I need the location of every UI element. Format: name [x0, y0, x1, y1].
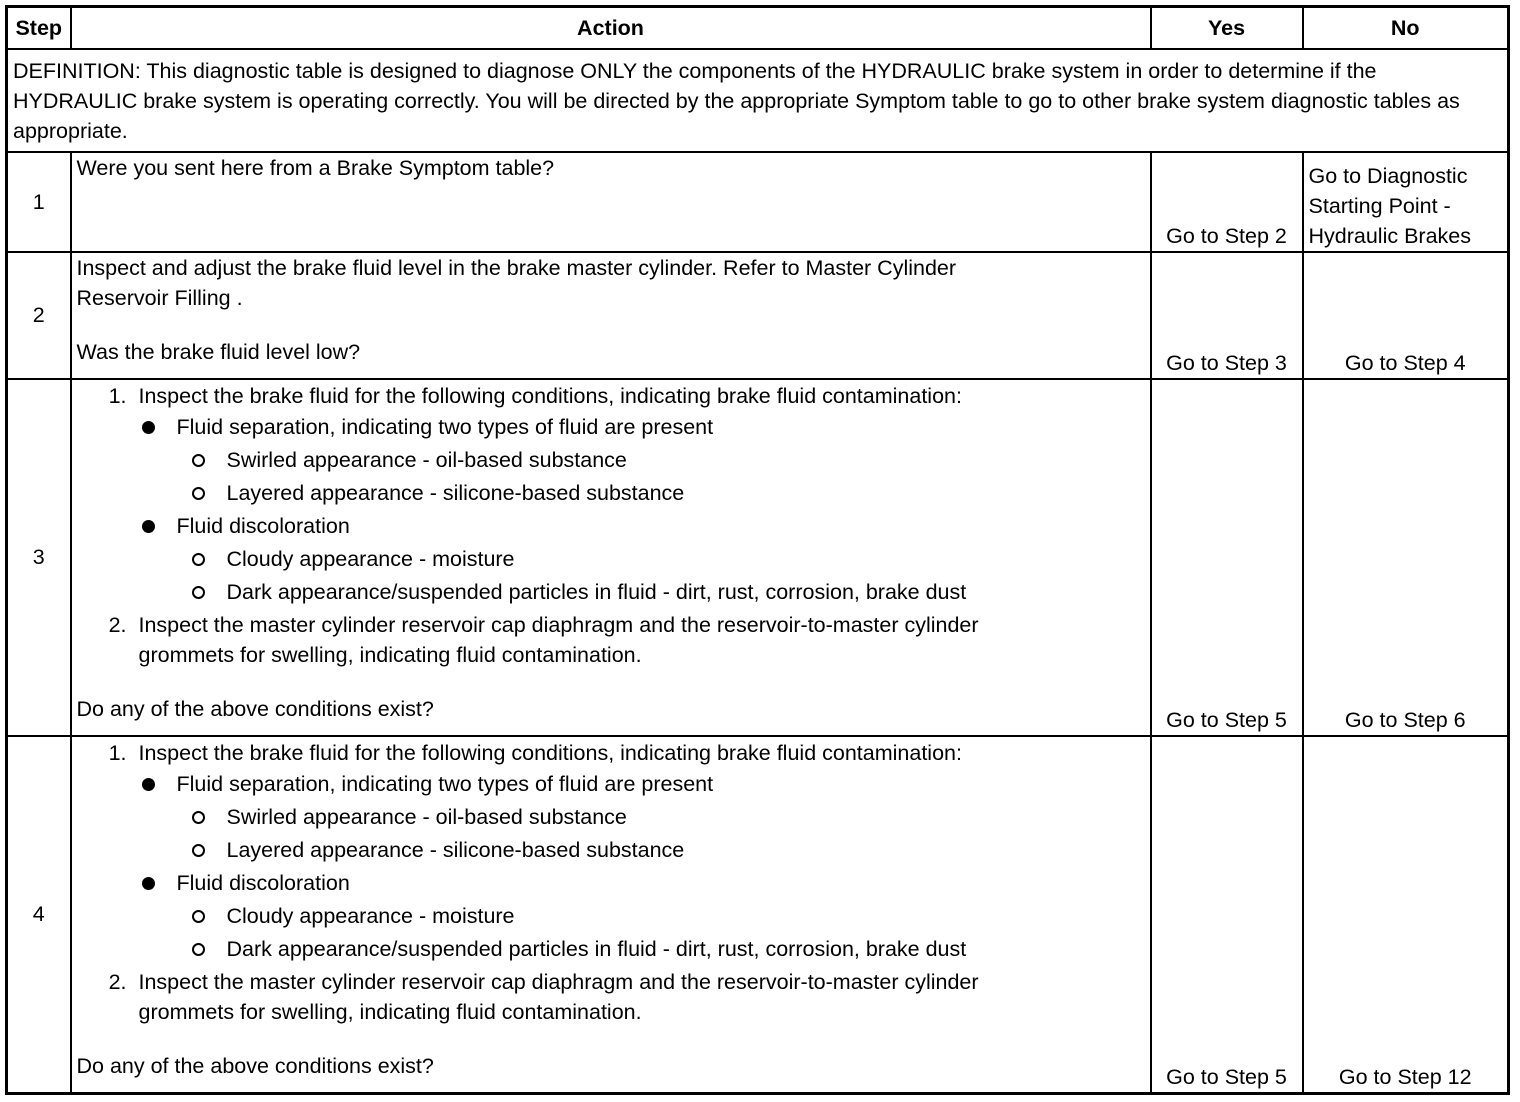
item-number: 2. — [108, 613, 127, 638]
question-text: Do any of the above conditions exist? — [76, 1054, 434, 1079]
item-text — [139, 967, 1145, 1027]
bullet-ring-icon — [192, 910, 205, 923]
bullet-text: Fluid separation, indicating two types of fluid are present — [176, 772, 714, 797]
bullet-dot-icon — [142, 520, 155, 533]
item-number: 1. — [108, 741, 127, 766]
yes-cell: Go to Step 3 — [1151, 252, 1303, 379]
bullet-text: Fluid discoloration — [176, 871, 350, 896]
no-cell: Go to Step 4 — [1303, 252, 1509, 379]
sub-bullet-item — [77, 543, 1145, 576]
no-line: Hydraulic Brakes — [1308, 224, 1471, 249]
bullet-ring-icon — [192, 586, 205, 599]
no-cell — [1303, 152, 1509, 253]
item-number: 2. — [108, 970, 127, 995]
sub-bullet-item — [77, 477, 1145, 510]
bullet-dot-icon — [142, 877, 155, 890]
bullet-ring-icon — [192, 811, 205, 824]
sub-bullet-item — [77, 444, 1145, 477]
sub-bullet-text: Dark appearance/suspended particles in fluid - dirt, rust, corrosion, brake dust — [226, 937, 967, 962]
bullet-ring-icon — [192, 844, 205, 857]
numbered-item — [77, 738, 1145, 768]
instruction-line: Reservoir Filling . — [76, 286, 243, 311]
item-text — [139, 610, 1145, 670]
sub-bullet-item — [77, 576, 1145, 609]
question-text: Was the brake fluid level low? — [76, 340, 361, 365]
bullet-text: Fluid separation, indicating two types of fluid are present — [176, 415, 714, 440]
sub-bullet-text: Swirled appearance - oil-based substance — [226, 448, 627, 473]
item-text: Inspect the brake fluid for the following conditions, indicating brake fluid contamination: — [138, 384, 962, 409]
question-text: Do any of the above conditions exist? — [76, 697, 434, 722]
bullet-text: Fluid discoloration — [176, 514, 350, 539]
header-no: No — [1303, 7, 1509, 50]
sub-bullet-item — [77, 834, 1145, 867]
table-row — [7, 152, 1509, 253]
bullet-dot-icon — [142, 421, 155, 434]
no-cell: Go to Step 6 — [1303, 379, 1509, 736]
bullet-item — [77, 768, 1145, 801]
action-cell — [71, 736, 1151, 1093]
yes-cell: Go to Step 5 — [1151, 736, 1303, 1093]
table-row — [7, 379, 1509, 736]
sub-bullet-text: Layered appearance - silicone-based substance — [226, 481, 685, 506]
bullet-ring-icon — [192, 487, 205, 500]
item-text-line: Inspect the master cylinder reservoir cap diaphragm and the reservoir-to-master cylinder — [138, 613, 979, 638]
sub-bullet-item — [77, 801, 1145, 834]
question-text: Were you sent here from a Brake Symptom table? — [76, 155, 555, 180]
bullet-item — [77, 510, 1145, 543]
definition-text: DEFINITION: This diagnostic table is designed to diagnose ONLY the components of the HYDRAULIC brake system in order to determine if the HYDRAULIC brake system is operating correctly. You will be directed by the appropriate Symptom table to go to other brake system diagnostic tables as appropriate. — [7, 49, 1509, 152]
step-number: 2 — [7, 252, 71, 379]
header-yes: Yes — [1151, 7, 1303, 50]
step-number: 4 — [7, 736, 71, 1093]
sub-bullet-text: Layered appearance - silicone-based substance — [226, 838, 685, 863]
action-cell — [71, 152, 1151, 253]
header-action: Action — [71, 7, 1151, 50]
item-text-line: Inspect the master cylinder reservoir cap diaphragm and the reservoir-to-master cylinder — [138, 970, 979, 995]
sub-bullet-text: Swirled appearance - oil-based substance — [226, 805, 627, 830]
numbered-item — [77, 967, 1145, 1027]
step-number: 1 — [7, 152, 71, 253]
numbered-item — [77, 381, 1145, 411]
table-row — [7, 252, 1509, 379]
bullet-item — [77, 867, 1145, 900]
sub-bullet-text: Cloudy appearance - moisture — [226, 547, 515, 572]
bullet-ring-icon — [192, 943, 205, 956]
header-step: Step — [7, 7, 71, 50]
item-text-line: grommets for swelling, indicating fluid contamination. — [138, 643, 642, 668]
table-row — [7, 736, 1509, 1093]
bullet-item — [77, 411, 1145, 444]
no-line: Go to Diagnostic — [1308, 164, 1468, 189]
bullet-ring-icon — [192, 553, 205, 566]
action-cell — [71, 379, 1151, 736]
instruction-line: Inspect and adjust the brake fluid level in the brake master cylinder. Refer to Master Cylinder — [76, 256, 957, 281]
diagnostic-table — [5, 5, 1510, 1095]
item-text: Inspect the brake fluid for the following conditions, indicating brake fluid contamination: — [138, 741, 962, 766]
sub-bullet-text: Cloudy appearance - moisture — [226, 904, 515, 929]
yes-cell: Go to Step 2 — [1151, 152, 1303, 253]
step-number: 3 — [7, 379, 71, 736]
sub-bullet-item — [77, 933, 1145, 966]
sub-bullet-item — [77, 900, 1145, 933]
definition-row — [7, 49, 1509, 152]
sub-bullet-text: Dark appearance/suspended particles in fluid - dirt, rust, corrosion, brake dust — [226, 580, 967, 605]
bullet-dot-icon — [142, 778, 155, 791]
bullet-ring-icon — [192, 454, 205, 467]
no-cell: Go to Step 12 — [1303, 736, 1509, 1093]
yes-cell: Go to Step 5 — [1151, 379, 1303, 736]
header-row — [7, 7, 1509, 50]
item-number: 1. — [108, 384, 127, 409]
numbered-item — [77, 610, 1145, 670]
item-text-line: grommets for swelling, indicating fluid contamination. — [138, 1000, 642, 1025]
action-cell — [71, 252, 1151, 379]
no-line: Starting Point - — [1308, 194, 1451, 219]
